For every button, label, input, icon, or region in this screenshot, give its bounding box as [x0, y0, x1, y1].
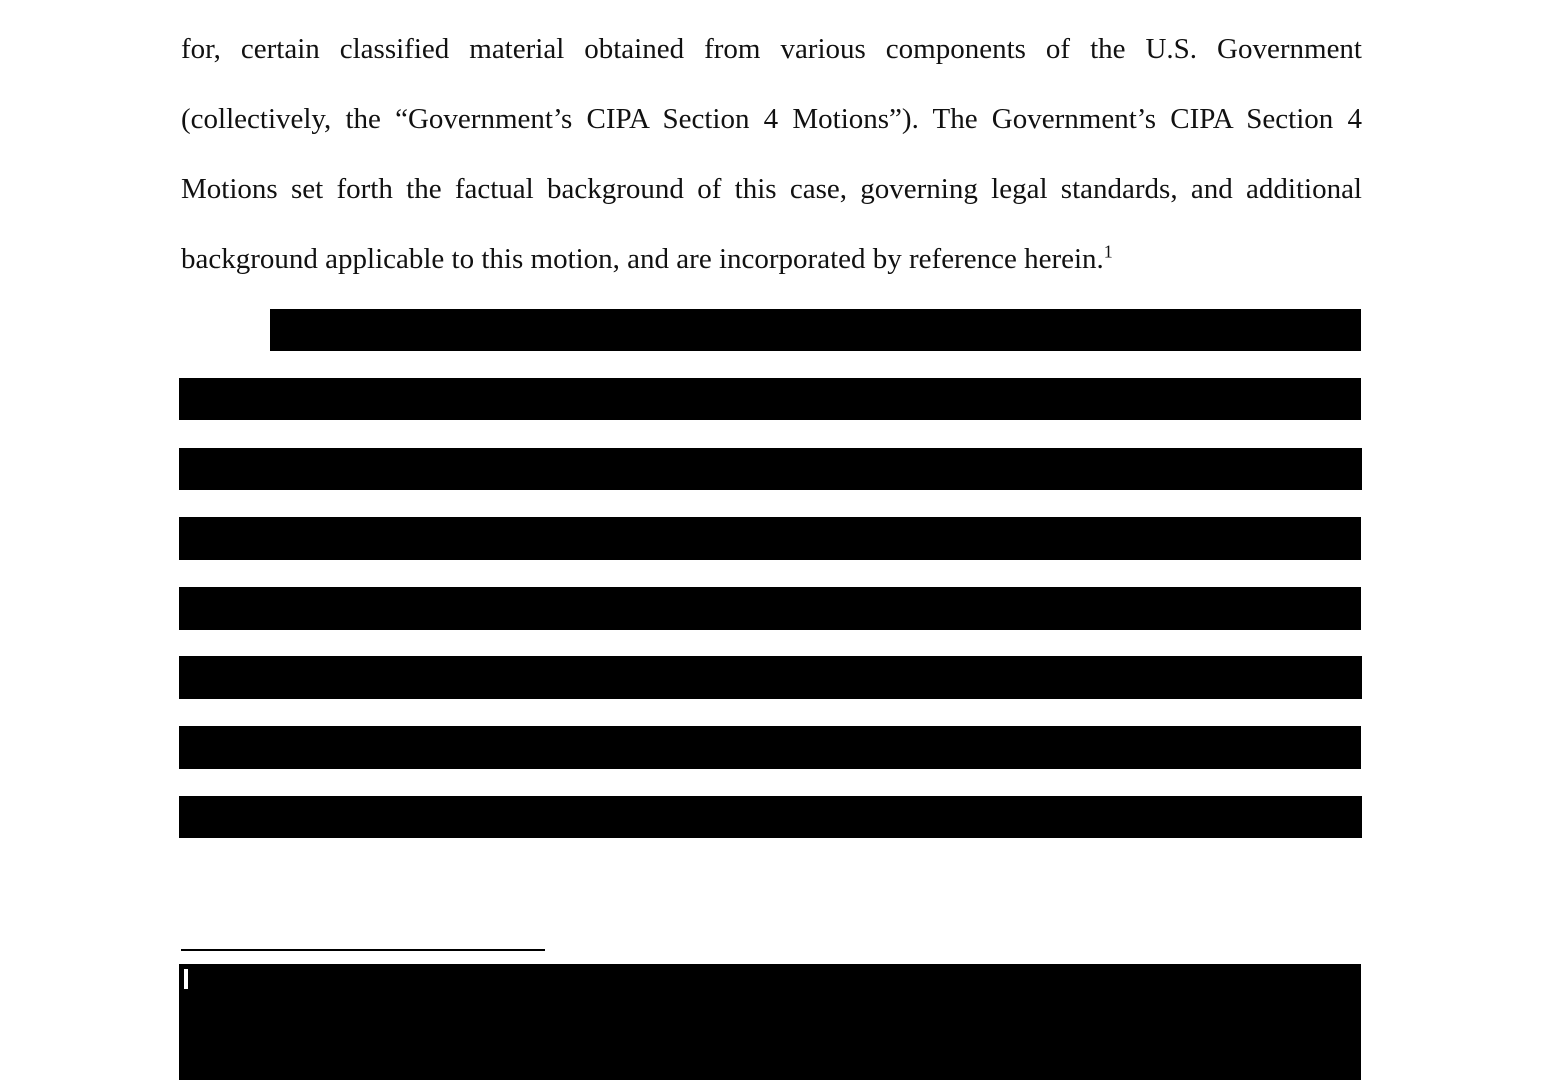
footnote-redaction [179, 964, 1361, 1080]
redaction-bar [179, 656, 1362, 699]
footnote-marker [181, 966, 191, 992]
paragraph-line-3: Motions set forth the factual background of this case, governing legal standards, and additional [181, 173, 1362, 205]
redaction-bar [179, 517, 1361, 560]
paragraph-line-4 [181, 241, 1362, 277]
redaction-bar [179, 448, 1362, 490]
paragraph-line-4-text: background applicable to this motion, and are incorporated by reference herein. [181, 243, 1104, 275]
footnote-separator [181, 949, 545, 951]
redaction-bar [179, 587, 1361, 630]
paragraph-line-1: for, certain classified material obtained from various components of the U.S. Government [181, 33, 1362, 65]
redaction-bar [179, 726, 1361, 769]
redaction-bar [179, 796, 1362, 838]
paragraph-line-2: (collectively, the “Government’s CIPA Section 4 Motions”). The Government’s CIPA Section 4 [181, 103, 1362, 135]
footnote-reference: 1 [1103, 241, 1113, 262]
redaction-bar [179, 378, 1361, 420]
redaction-bar [270, 309, 1361, 351]
